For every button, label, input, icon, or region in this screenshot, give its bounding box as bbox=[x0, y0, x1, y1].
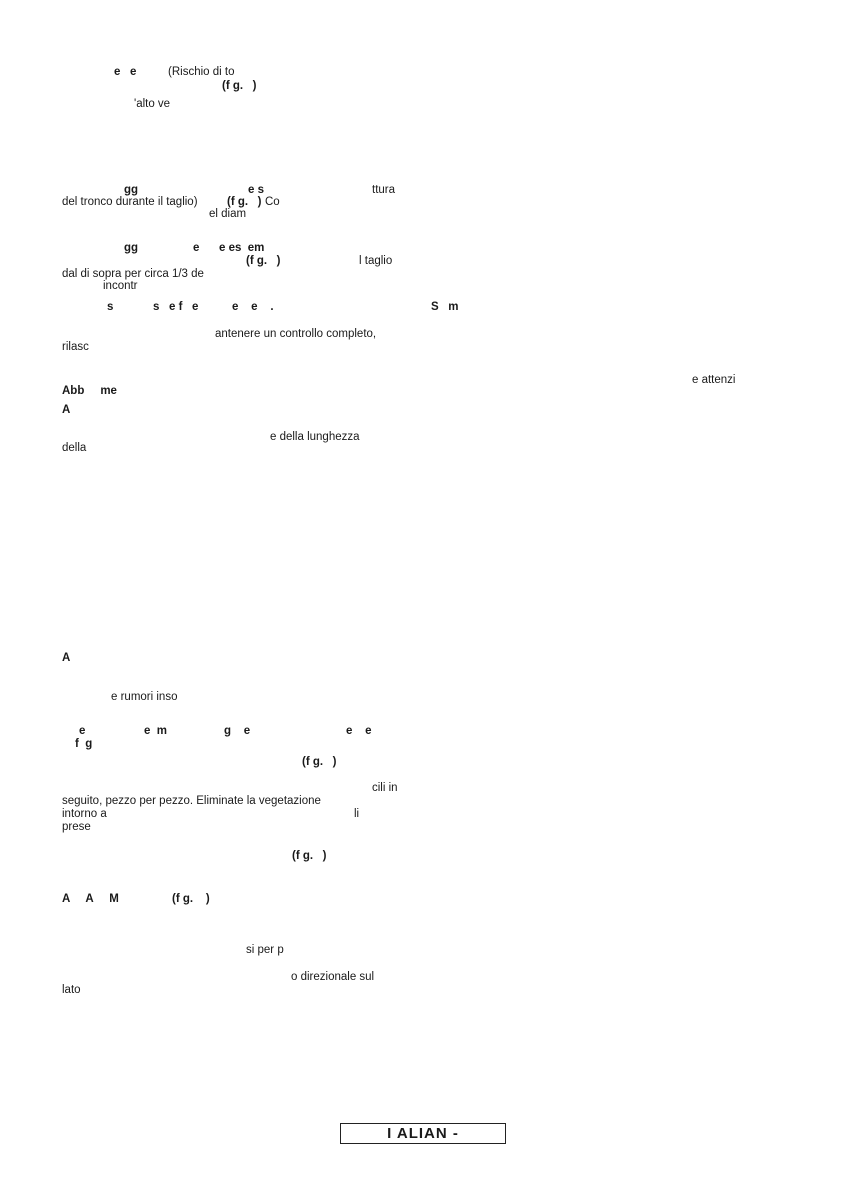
text-fragment: e attenzi bbox=[692, 374, 736, 386]
text-fragment: g e bbox=[224, 725, 251, 737]
text-fragment: incontr bbox=[103, 280, 138, 292]
text-fragment: gg bbox=[124, 184, 139, 196]
text-fragment: e s bbox=[248, 184, 264, 196]
text-fragment: e della lunghezza bbox=[270, 431, 360, 443]
text-fragment: dal di sopra per circa 1/3 de bbox=[62, 268, 204, 280]
text-fragment: e bbox=[79, 725, 86, 737]
text-fragment: l taglio bbox=[359, 255, 393, 267]
text-fragment: e m bbox=[144, 725, 168, 737]
text-fragment: intorno a bbox=[62, 808, 107, 820]
text-fragment: f g bbox=[75, 738, 93, 750]
text-fragment: ttura bbox=[372, 184, 396, 196]
text-fragment: e e . bbox=[232, 301, 274, 313]
text-fragment: gg bbox=[124, 242, 139, 254]
text-fragment: e rumori inso bbox=[111, 691, 178, 703]
text-fragment: cili in bbox=[372, 782, 398, 794]
text-fragment: prese bbox=[62, 821, 91, 833]
text-fragment: e es em bbox=[219, 242, 265, 254]
text-fragment: (f g. ) bbox=[302, 756, 337, 768]
page-footer-box bbox=[340, 1123, 506, 1144]
text-fragment: (Rischio di to bbox=[168, 66, 235, 78]
text-fragment: antenere un controllo completo, bbox=[215, 328, 377, 340]
text-fragment: s e f e bbox=[153, 301, 199, 313]
text-fragment: e bbox=[193, 242, 200, 254]
text-fragment: Co bbox=[265, 196, 280, 208]
text-fragment: del tronco durante il taglio) bbox=[62, 196, 198, 208]
text-fragment: li bbox=[354, 808, 360, 820]
text-fragment: (f g. ) bbox=[172, 893, 210, 905]
language-label: I ALIAN - bbox=[387, 1125, 459, 1142]
text-fragment: (f g. ) bbox=[246, 255, 281, 267]
text-fragment: e e bbox=[346, 725, 372, 737]
text-fragment: s bbox=[107, 301, 114, 313]
text-fragment: (f g. ) bbox=[222, 80, 257, 92]
text-fragment: si per p bbox=[246, 944, 284, 956]
text-fragment: (f g. ) bbox=[227, 196, 262, 208]
text-fragment: 'alto ve bbox=[134, 98, 171, 110]
text-fragment: della bbox=[62, 442, 87, 454]
text-fragment: rilasc bbox=[62, 341, 89, 353]
text-fragment: Abb me bbox=[62, 385, 117, 397]
text-fragment: A bbox=[62, 652, 71, 664]
text-fragment: (f g. ) bbox=[292, 850, 327, 862]
text-fragment: A A M bbox=[62, 893, 119, 905]
text-fragment: e e bbox=[114, 66, 137, 78]
text-fragment: S m bbox=[431, 301, 459, 313]
text-fragment: el diam bbox=[209, 208, 247, 220]
text-fragment: lato bbox=[62, 984, 81, 996]
text-fragment: o direzionale sul bbox=[291, 971, 375, 983]
text-fragment: seguito, pezzo per pezzo. Eliminate la vegetazione bbox=[62, 795, 321, 807]
text-fragment: A bbox=[62, 404, 71, 416]
